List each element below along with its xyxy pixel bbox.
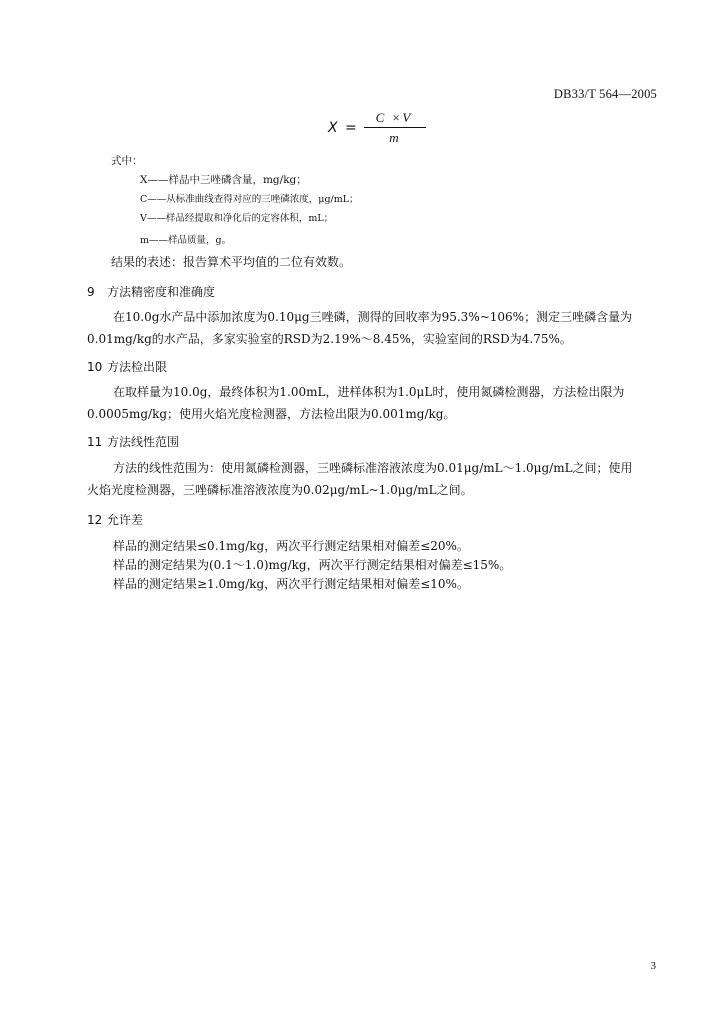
formula-note-m: m——样品质量，g。 xyxy=(140,235,232,246)
section-number: 11 xyxy=(87,435,103,449)
paragraph-line: 0.01mg/kg的水产品，多家实验室的RSD为2.19%～8.45%，实验室间的RSD为4.75%。 xyxy=(87,332,572,346)
section-title: 允许差 xyxy=(107,513,144,527)
formula-lhs: X xyxy=(328,120,338,136)
formula-numerator: C ×V xyxy=(375,110,413,125)
tolerance-line-2: 样品的测定结果为(0.1～1.0)mg/kg，两次平行测定结果相对偏差≤15%。 xyxy=(113,558,512,572)
section-title: 方法线性范围 xyxy=(107,435,180,449)
section-body-11 xyxy=(87,457,657,501)
page-number: 3 xyxy=(650,960,656,972)
section-heading-11 xyxy=(87,433,179,450)
result-expression: 结果的表述：报告算术平均值的二位有效数。 xyxy=(111,255,352,269)
formula xyxy=(326,110,436,150)
section-heading-10 xyxy=(87,358,167,375)
section-title: 方法精密度和准确度 xyxy=(107,285,216,299)
paragraph-line: 0.0005mg/kg；使用火焰光度检测器，方法检出限为0.001mg/kg。 xyxy=(87,407,456,421)
document-code: DB33/T 564—2005 xyxy=(553,87,657,101)
section-number: 9 xyxy=(87,285,95,299)
section-heading-12 xyxy=(87,511,143,528)
formula-denominator: m xyxy=(389,130,399,145)
tolerance-line-3: 样品的测定结果≥1.0mg/kg，两次平行测定结果相对偏差≤10%。 xyxy=(113,577,469,591)
section-number: 10 xyxy=(87,360,103,374)
section-body-9 xyxy=(87,306,657,350)
paragraph-line: 火焰光度检测器，三唑磷标准溶液浓度为0.02μg/mL~1.0μg/mL之间。 xyxy=(87,483,473,497)
paragraph-line: 方法的线性范围为：使用氮磷检测器，三唑磷标准溶液浓度为0.01μg/mL～1.0μg/mL之间；使用 xyxy=(113,461,633,475)
tolerance-line-1: 样品的测定结果≤0.1mg/kg，两次平行测定结果相对偏差≤20%。 xyxy=(113,539,469,553)
section-title: 方法检出限 xyxy=(107,360,168,374)
formula-note-v: V——样品经提取和净化后的定容体积，mL； xyxy=(140,213,334,224)
formula-equals: = xyxy=(345,120,357,136)
section-heading-9 xyxy=(87,283,215,300)
section-number: 12 xyxy=(87,513,103,527)
paragraph-line: 在10.0g水产品中添加浓度为0.10μg三唑磷，测得的回收率为95.3%~106%；测定三唑磷含量为 xyxy=(113,310,633,324)
formula-note-c: C——从标准曲线查得对应的三唑磷浓度，μg/mL； xyxy=(140,194,359,205)
paragraph-line: 在取样量为10.0g，最终体积为1.00mL，进样体积为1.0μL时，使用氮磷检测器，方法检出限为 xyxy=(113,385,625,399)
formula-note-x: X——样品中三唑磷含量，mg/kg； xyxy=(140,174,307,186)
section-body-10 xyxy=(87,381,657,425)
fraction-bar xyxy=(364,127,426,128)
formula-intro: 式中： xyxy=(111,155,143,167)
